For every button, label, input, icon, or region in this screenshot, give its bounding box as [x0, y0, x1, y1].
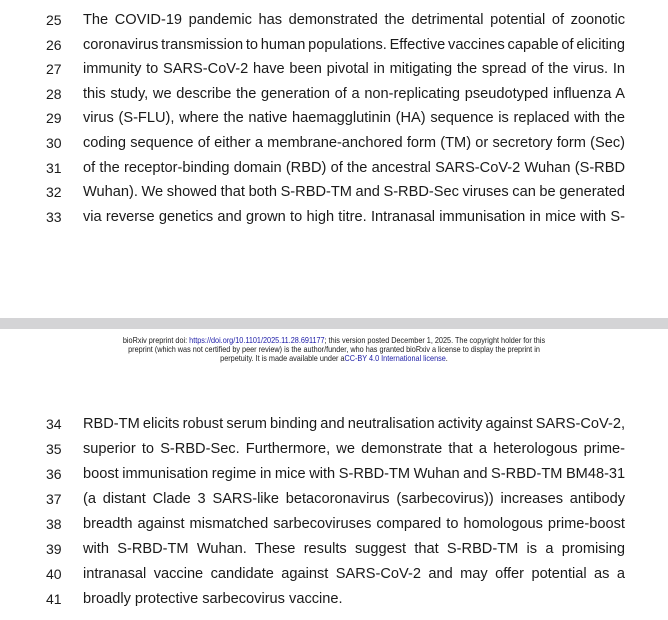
header-license-suffix: .	[445, 354, 448, 363]
line-text: boost immunisation regime in mice with S-RBD-TM Wuhan and S-RBD-TM BM48-31	[83, 466, 626, 482]
page-divider	[0, 318, 668, 329]
line-text: this study, we describe the generation of a non-replicating pseudotyped influenza A	[83, 85, 625, 102]
header-license-prefix: perpetuity. It is made available under a	[220, 354, 345, 363]
line-number: 36	[46, 466, 62, 482]
line-text: breadth against mismatched sarbecoviruses compared to homologous prime-boost	[83, 516, 625, 532]
line-number: 37	[46, 491, 62, 507]
line-number: 35	[46, 441, 62, 457]
line-number: 31	[46, 159, 62, 176]
line-text: with S-RBD-TM Wuhan. These results suggest that S-RBD-TM is a promising	[83, 541, 625, 557]
header-prefix: bioRxiv preprint doi:	[122, 336, 190, 345]
manuscript-line	[0, 182, 668, 202]
header-version-text: ; this version posted December 1, 2025. The copyright holder for this	[324, 336, 546, 345]
line-number: 41	[46, 591, 62, 607]
line-number: 32	[46, 184, 62, 201]
manuscript-line	[0, 414, 668, 434]
manuscript-line	[0, 439, 668, 459]
preprint-header-line-2: preprint (which was not certified by peer review) is the author/funder, who has granted bioRxiv a license to display the preprint in	[128, 345, 540, 354]
line-number: 38	[46, 516, 62, 532]
manuscript-line	[0, 84, 668, 104]
manuscript-line	[0, 464, 668, 484]
manuscript-line	[0, 59, 668, 79]
line-text: superior to S-RBD-Sec. Furthermore, we demonstrate that a heterologous prime-	[83, 441, 625, 457]
manuscript-line	[0, 564, 668, 584]
manuscript-line	[0, 133, 668, 153]
manuscript-line	[0, 514, 668, 534]
line-text: RBD-TM elicits robust serum binding and neutralisation activity against SARS-CoV-2,	[83, 416, 625, 432]
manuscript-line	[0, 35, 668, 55]
line-number: 34	[46, 416, 62, 432]
line-number: 29	[46, 110, 62, 127]
line-text: immunity to SARS-CoV-2 have been pivotal in mitigating the spread of the virus. In	[83, 61, 625, 78]
manuscript-line	[0, 589, 668, 609]
manuscript-line	[0, 108, 668, 128]
line-text: intranasal vaccine candidate against SARS-CoV-2 and may offer potential as a	[83, 566, 625, 582]
line-text: Wuhan). We showed that both S-RBD-TM and S-RBD-Sec viruses can be generated	[83, 184, 625, 201]
line-text: via reverse genetics and grown to high titre. Intranasal immunisation in mice with S-	[83, 208, 625, 225]
preprint-header	[0, 336, 668, 363]
preprint-header-line-3	[34, 354, 634, 363]
line-text: The COVID-19 pandemic has demonstrated the detrimental potential of zoonotic	[83, 12, 625, 28]
line-number: 40	[46, 566, 62, 582]
line-text: coding sequence of either a membrane-anchored form (TM) or secretory form (Sec)	[83, 135, 625, 151]
manuscript-line	[0, 207, 668, 227]
line-text: broadly protective sarbecovirus vaccine.	[83, 591, 343, 607]
manuscript-line	[0, 158, 668, 178]
line-number: 30	[46, 135, 62, 151]
line-text: virus (S-FLU), where the native haemagglutinin (HA) sequence is replaced with the	[83, 110, 625, 127]
line-text: (a distant Clade 3 SARS-like betacoronavirus (sarbecovirus)) increases antibody	[83, 491, 625, 507]
manuscript-line	[0, 489, 668, 509]
preprint-header-line-1	[34, 336, 634, 345]
manuscript-line	[0, 539, 668, 559]
line-number: 25	[46, 12, 62, 28]
manuscript-line	[0, 10, 668, 30]
line-number: 39	[46, 541, 62, 557]
line-number: 33	[46, 208, 62, 225]
line-number: 27	[46, 61, 62, 78]
license-link[interactable]: CC-BY 4.0 International license	[344, 354, 446, 363]
line-number: 28	[46, 85, 62, 102]
line-text: of the receptor-binding domain (RBD) of the ancestral SARS-CoV-2 Wuhan (S-RBD	[83, 159, 625, 176]
line-text: coronavirus transmission to human populations. Effective vaccines capable of eliciting	[83, 36, 625, 53]
doi-link[interactable]: https://doi.org/10.1101/2025.11.28.691177	[189, 336, 325, 345]
line-number: 26	[46, 36, 62, 53]
